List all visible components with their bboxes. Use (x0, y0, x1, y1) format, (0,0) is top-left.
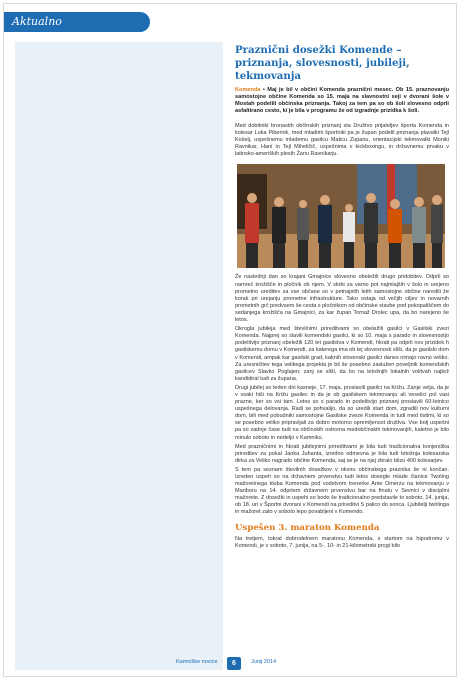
page-footer (4, 658, 456, 670)
article-lead (235, 87, 449, 115)
paragraph: Med dobitniki bronastih občinskih priznanj sta Društvo prijateljev športa Komenda in kolesar Luka Pibernik, med mladimi športniki pa je župan podelil priznanja plavalki Tejl Košelj, uspešnemu mlademu gasilcu Maticu Zupanu, orientacijski tekmovalki Moniki Ravnikar, Hani in Tejl Miheličič, uspešnima v kickboxingu, in državnemu prvaku v latinsko-ameriških plesih Žanu Ravnikarju. (235, 123, 449, 158)
section-label: Aktualno (12, 15, 62, 28)
paragraph: Med prazničnimi in hkrati jubilejnimi prireditvami je bila tudi tradicionalna konjeniška prireditev za pokal Janka Juhanta, izredno odmevna je bila tudi letošnja kolesarska dirka za Veliko nagrado občine Komenda, saj se je na njej zbralo blizu 400 kolesarjev. (235, 443, 449, 464)
lead-text: • Maj je bil v občini Komenda praznični mesec. Ob 15. praznovanju samostojne občine Komenda so 15. maja na slavnostni seji v dvorani šole v Mostah podelili občinska priznanja. Takoj za tem pa so ob šoli slovesno odprli asfaltirano cesto, ki je bila v programu že od izgradnje prizidka k šoli. (235, 87, 449, 114)
paragraph: Drugi jubilej so teden dni kasneje, 17. maja, proslavili gasilci na Križu. Zanje velja, da je v vsaki hiši na Križu gasilec in da je ob gasilskem tekmovanju ali veselici pol vasi prazne, ker so vsi tam. Letos so s parado in podelitvijo priznanj proslavili 60-letnico uspešnega delovanja. Radi se pohvalijo, da so uredili start dom, zgradili nov kulturni dom, bili med pobudniki samostojne Gasilske zveze Komenda in tudi med tistimi, ki so se posebno veliko pripravljali za dobro motorno opremljenost društva. Vse bolj uspešni pa so zadnje čase tudi na občinskih ostroma medobčinskih tekmovanjih, kaletno je bilo minulo soboto in nedeljo v Kamniku. (235, 384, 449, 441)
paragraph: Na tretjem, tokrat dobrodelnem maratonu Komenda, s startom na hipodromu v Komendi, je v soboto, 7. junija, na 5-, 10- in 21-kilometrski progi bilo (235, 535, 449, 549)
photo-illustration (237, 164, 445, 268)
paragraph: S tem pa seznam številnih dosežkov v okviru občinskega praznika še ni končan. Izreden uspeh so na državnem prvenstvu tudi letos dosegle mlade članice Twirling mažoretnega kluba Komenda pod vodstvom trenerke Ante Omerzu na tekmovanju v Mariboru na 14. odprtem državnem prvenstvu bar na finalu v Sevnici v disciplini mažorete. Z dosežki in uspehi so bodo še tradicionalno predstavile to soboto, 14. junija, ob 18. uri v Športni dvorani v Komendi na prireditvi S palico do sonca. Ljubitelji twirlinga in mažoret zato v soboto lepo povabljeni v Komendo. (235, 466, 449, 516)
paragraph: Že naslednji dan so krajani Gmajnice slovesno obeležili drugo pridobitev. Odprli so namreč krožišče in pločnik ob njem. V skrbi za varno pot najmlajših v šolo in urejeno prometno ureditev za vse občane so v petnajstih letih samostojne občine naredili že korak pri urejanju prometne infrastrukture. Tako ostaja od večjih ciljev in novarnih prometnih grč predvsem še cesta s pločnikom od občinske stavbe pod pokopališčem do sedanjega krožišča na Gmajnici, za kar župan Tomaž Drolec upa, da bo narejeno še letos. (235, 274, 450, 324)
lead-keyword: Komenda (235, 87, 261, 93)
page (3, 3, 457, 677)
article-title: Praznični dosežki Komende – priznanja, slovesnosti, jubileji, tekmovanja (235, 44, 410, 82)
sidebar-panel (15, 42, 223, 670)
article (235, 44, 449, 552)
publication-name: Kamniške novice (176, 659, 218, 665)
paragraph: Okrogla jubileja med številnimi prireditvami so obeležili gasilci v Gasilski zvezi Komenda. Najprej so slavili komendski gasilci, ki so 10. maja s parado in slovesnostjo podelitvijo priznanj obeležili 120 let gasilstva v Komendi, hkrati pa odprli nov prizidek h gasilskemu domu v Komendi, za katerega ima ob tej slovesnosti sliši, da je gasilski dom v Komendi, ampak kar gasilski grad, kaknih slovenski gasilci danes nimajo ravno veliko. Za uresničitev tega velikega projekta je bil še posebno zaslužen poveljnik komendskih gasilcev Slavko Poglajen; zanj se sliši, da bo na letošnjih lokalnih volitvah najbrž kandidiral tudi za župana. (235, 326, 449, 382)
subheading: Uspešen 3. maraton Komenda (235, 522, 380, 533)
page-number: 6 (227, 657, 241, 670)
issue-date: Junij 2014 (251, 659, 277, 665)
award-ceremony-photo (237, 164, 445, 268)
section-tab (4, 12, 150, 32)
